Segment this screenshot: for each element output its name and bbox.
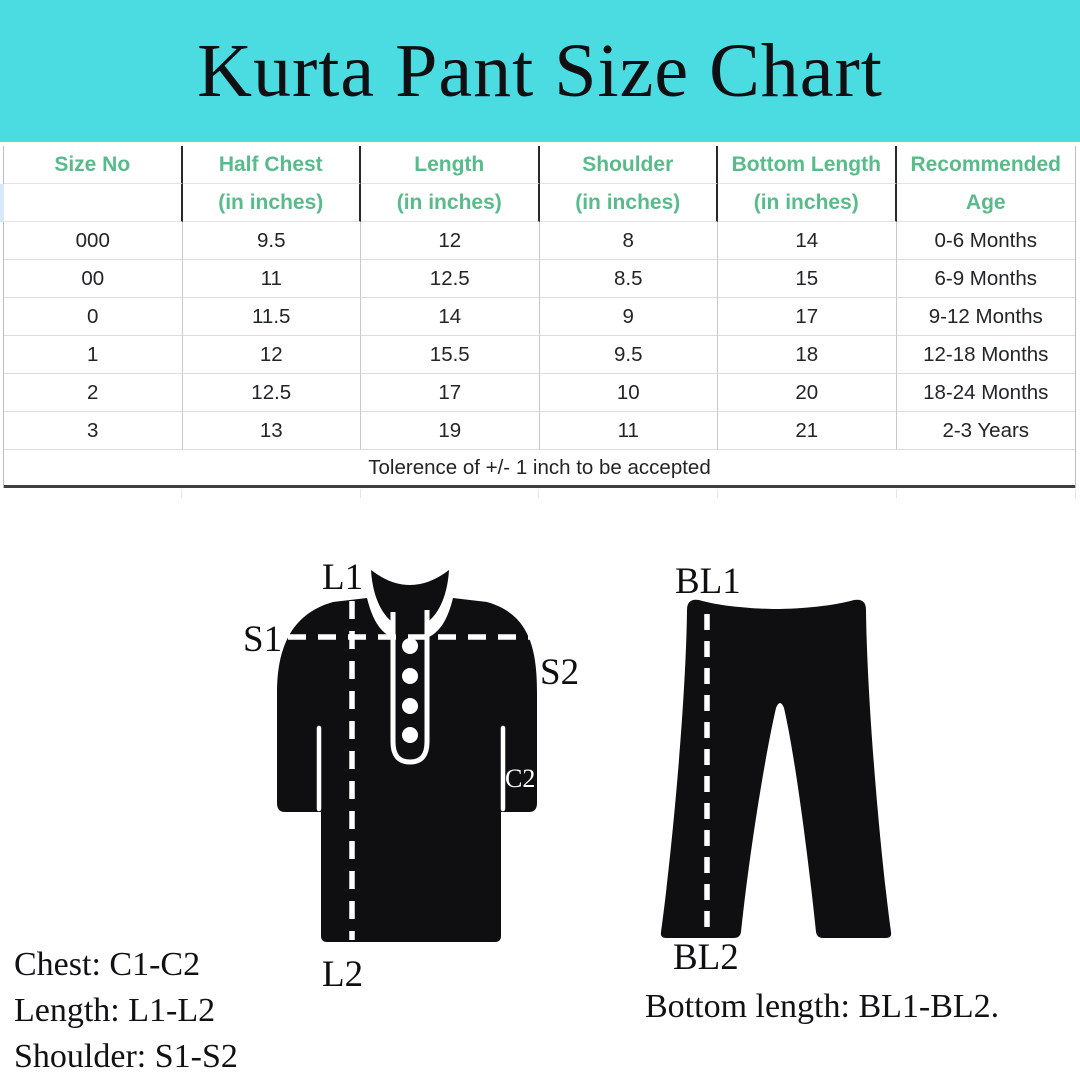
col-header-shoulder: Shoulder: [540, 146, 719, 184]
col-header-bottom-length: Bottom Length: [718, 146, 897, 184]
col-subheader-age: Age: [897, 184, 1076, 222]
col-subheader-units-3: (in inches): [540, 184, 719, 222]
kurta-illustration: [277, 570, 537, 942]
legend-bottom-length: Bottom length: BL1-BL2.: [645, 988, 1000, 1025]
table-cell: 14: [718, 222, 897, 260]
label-l2: L2: [322, 954, 364, 995]
table-cell: 3: [4, 412, 183, 450]
pant-illustration: [661, 600, 891, 938]
tolerance-note: Tolerence of +/- 1 inch to be accepted: [4, 450, 1075, 488]
table-cell: 12.5: [183, 374, 362, 412]
table-cell: 21: [718, 412, 897, 450]
table-cell: 11: [540, 412, 719, 450]
table-cell: 9.5: [540, 336, 719, 374]
legend-shoulder: Shoulder: S1-S2: [14, 1038, 238, 1075]
page-title: Kurta Pant Size Chart: [197, 29, 883, 113]
table-cell: 18: [718, 336, 897, 374]
table-cell: 12.5: [361, 260, 540, 298]
col-subheader-units-4: (in inches): [718, 184, 897, 222]
col-header-size-no: Size No: [4, 146, 183, 184]
label-c2: C2: [505, 764, 536, 793]
table-cell: 17: [718, 298, 897, 336]
table-cell: 12-18 Months: [897, 336, 1076, 374]
table-cell: 0: [4, 298, 183, 336]
label-s1: S1: [243, 619, 283, 660]
table-cell: 8.5: [540, 260, 719, 298]
button-icon: [402, 727, 418, 743]
table-cell: 2-3 Years: [897, 412, 1076, 450]
col-header-recommended: Recommended: [897, 146, 1076, 184]
table-cell: 6-9 Months: [897, 260, 1076, 298]
table-cell: 8: [540, 222, 719, 260]
table-cell: 9.5: [183, 222, 362, 260]
label-bl2: BL2: [673, 937, 739, 978]
table-cell: 20: [718, 374, 897, 412]
table-cell: 9: [540, 298, 719, 336]
button-icon: [402, 638, 418, 654]
table-cell: 11: [183, 260, 362, 298]
table-cell: 00: [4, 260, 183, 298]
table-cell: 14: [361, 298, 540, 336]
table-cell: 2: [4, 374, 183, 412]
col-subheader-units-1: (in inches): [183, 184, 362, 222]
button-icon: [402, 668, 418, 684]
table-cell: 19: [361, 412, 540, 450]
table-cell: 000: [4, 222, 183, 260]
table-cell: 0-6 Months: [897, 222, 1076, 260]
table-cell: 13: [183, 412, 362, 450]
label-bl1: BL1: [675, 561, 741, 602]
table-cell: 18-24 Months: [897, 374, 1076, 412]
table-cell: 15.5: [361, 336, 540, 374]
table-cell: 12: [183, 336, 362, 374]
table-cell: 11.5: [183, 298, 362, 336]
legend-length: Length: L1-L2: [14, 992, 216, 1029]
label-s2: S2: [540, 652, 580, 693]
table-cell: 17: [361, 374, 540, 412]
button-icon: [402, 698, 418, 714]
table-cell: 10: [540, 374, 719, 412]
table-cell: 15: [718, 260, 897, 298]
col-header-length: Length: [361, 146, 540, 184]
legend-chest: Chest: C1-C2: [14, 946, 201, 983]
table-cell: 12: [361, 222, 540, 260]
label-l1: L1: [322, 557, 364, 598]
col-subheader-units-2: (in inches): [361, 184, 540, 222]
col-header-half-chest: Half Chest: [183, 146, 362, 184]
table-cell: 1: [4, 336, 183, 374]
table-cell: 9-12 Months: [897, 298, 1076, 336]
